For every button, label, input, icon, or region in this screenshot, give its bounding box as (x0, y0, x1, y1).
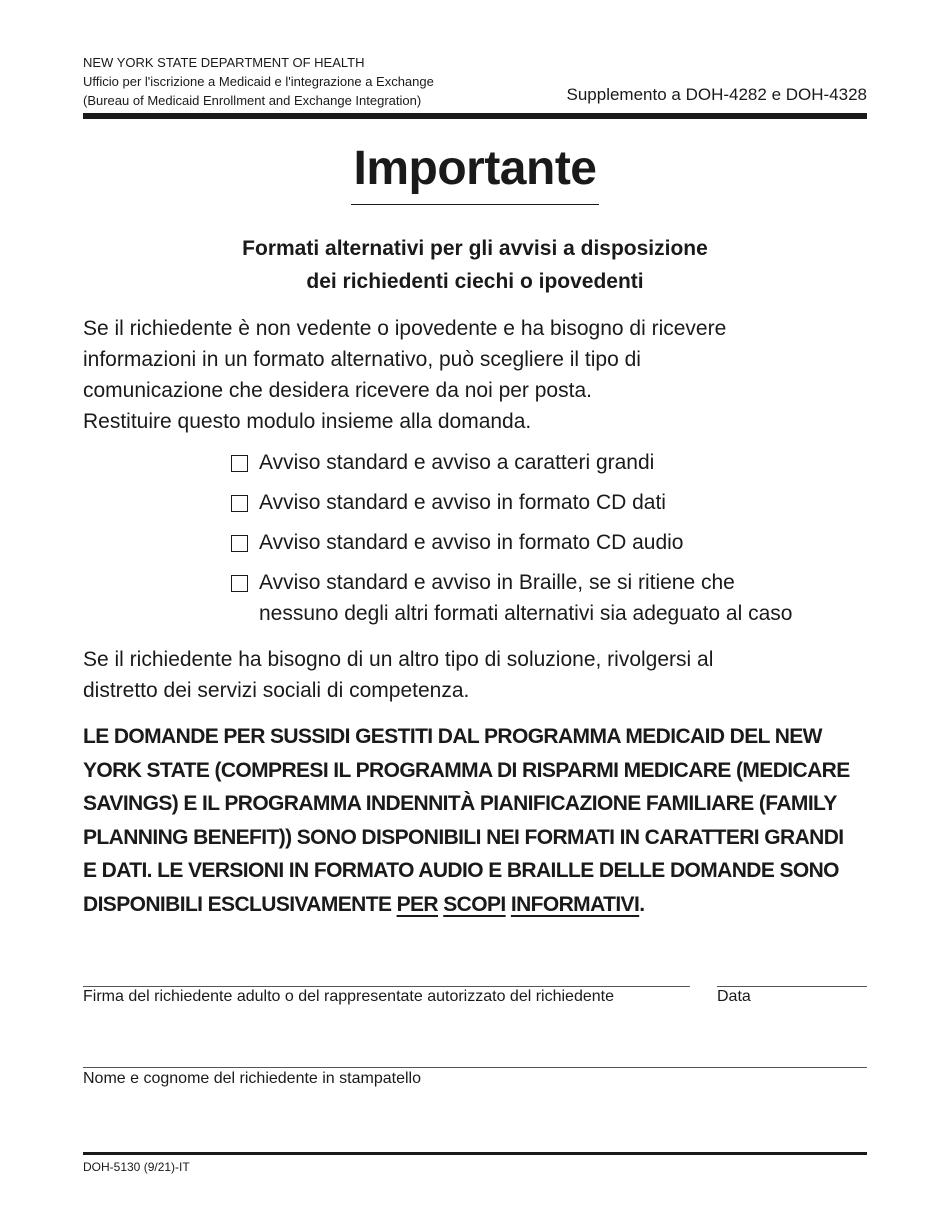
intro-line: comunicazione che desidera ricevere da noi per posta. (83, 379, 592, 402)
page-title-wrapper (0, 140, 950, 205)
intro-paragraph (83, 313, 883, 437)
option-label: Avviso standard e avviso in Braille, se si ritiene che (259, 571, 735, 594)
intro-line: Se il richiedente è non vedente o ipovedente e ha bisogno di ricevere (83, 317, 727, 340)
signature-label: Firma del richiedente adulto o del rappresentate autorizzato del richiedente (83, 988, 614, 1005)
signature-field[interactable] (83, 986, 690, 987)
form-id: DOH-5130 (9/21)-IT (83, 1160, 190, 1174)
intro-line: informazioni in un formato alternativo, può scegliere il tipo di (83, 348, 641, 371)
other-solution-line: distretto dei servizi sociali di competenza. (83, 679, 470, 702)
page-title: Importante (351, 140, 598, 205)
format-options (231, 447, 792, 638)
supplement-reference: Supplemento a DOH-4282 e DOH-4328 (566, 85, 867, 104)
notice-underlined-word: SCOPI (443, 892, 506, 916)
option-braille[interactable] (231, 567, 792, 629)
availability-notice (83, 720, 873, 922)
subtitle-line: Formati alternativi per gli avvisi a disposizione (242, 237, 708, 260)
option-label: Avviso standard e avviso a caratteri grandi (259, 451, 655, 474)
option-label: Avviso standard e avviso in formato CD audio (259, 531, 684, 554)
option-label: nessuno degli altri formati alternativi sia adeguato al caso (259, 602, 793, 625)
notice-line: YORK STATE (COMPRESI IL PROGRAMMA DI RISPARMI MEDICARE (MEDICARE (83, 758, 850, 782)
intro-line: Restituire questo modulo insieme alla domanda. (83, 410, 532, 433)
notice-line: SAVINGS) E IL PROGRAMMA INDENNITÀ PIANIFICAZIONE FAMILIARE (FAMILY (83, 792, 837, 816)
option-label: Avviso standard e avviso in formato CD dati (259, 491, 666, 514)
notice-line: LE DOMANDE PER SUSSIDI GESTITI DAL PROGRAMMA MEDICAID DEL NEW (83, 725, 822, 748)
audio-cd-checkbox[interactable] (231, 535, 248, 552)
notice-line (83, 888, 873, 922)
subtitle-line: dei richiedenti ciechi o ipovedenti (306, 270, 644, 293)
office-name-italian: Ufficio per l'iscrizione a Medicaid e l'integrazione a Exchange (83, 74, 434, 89)
header-agency (83, 53, 434, 110)
printed-name-label: Nome e cognome del richiedente in stampatello (83, 1070, 421, 1087)
notice-text: DISPONIBILI ESCLUSIVAMENTE (83, 892, 397, 916)
notice-underlined-word: INFORMATIVI (510, 892, 640, 916)
notice-text: . (639, 892, 645, 916)
other-solution-line: Se il richiedente ha bisogno di un altro tipo di soluzione, rivolgersi al (83, 648, 714, 671)
office-name-english: (Bureau of Medicaid Enrollment and Exchange Integration) (83, 93, 422, 108)
data-cd-checkbox[interactable] (231, 495, 248, 512)
footer-divider (83, 1152, 867, 1155)
header-divider (83, 113, 867, 119)
option-data-cd[interactable] (231, 487, 792, 518)
notice-line: E DATI. LE VERSIONI IN FORMATO AUDIO E BRAILLE DELLE DOMANDE SONO (83, 859, 839, 883)
printed-name-field[interactable] (83, 1067, 867, 1068)
notice-line: PLANNING BENEFIT)) SONO DISPONIBILI NEI FORMATI IN CARATTERI GRANDI (83, 825, 844, 849)
option-large-print[interactable] (231, 447, 792, 478)
other-solution-paragraph (83, 644, 883, 706)
braille-checkbox[interactable] (231, 575, 248, 592)
subtitle (0, 232, 950, 298)
large-print-checkbox[interactable] (231, 455, 248, 472)
notice-underlined-word: PER (396, 892, 438, 916)
department-name: NEW YORK STATE DEPARTMENT OF HEALTH (83, 55, 365, 70)
date-label: Data (717, 988, 751, 1005)
option-audio-cd[interactable] (231, 527, 792, 558)
date-field[interactable] (717, 986, 867, 987)
